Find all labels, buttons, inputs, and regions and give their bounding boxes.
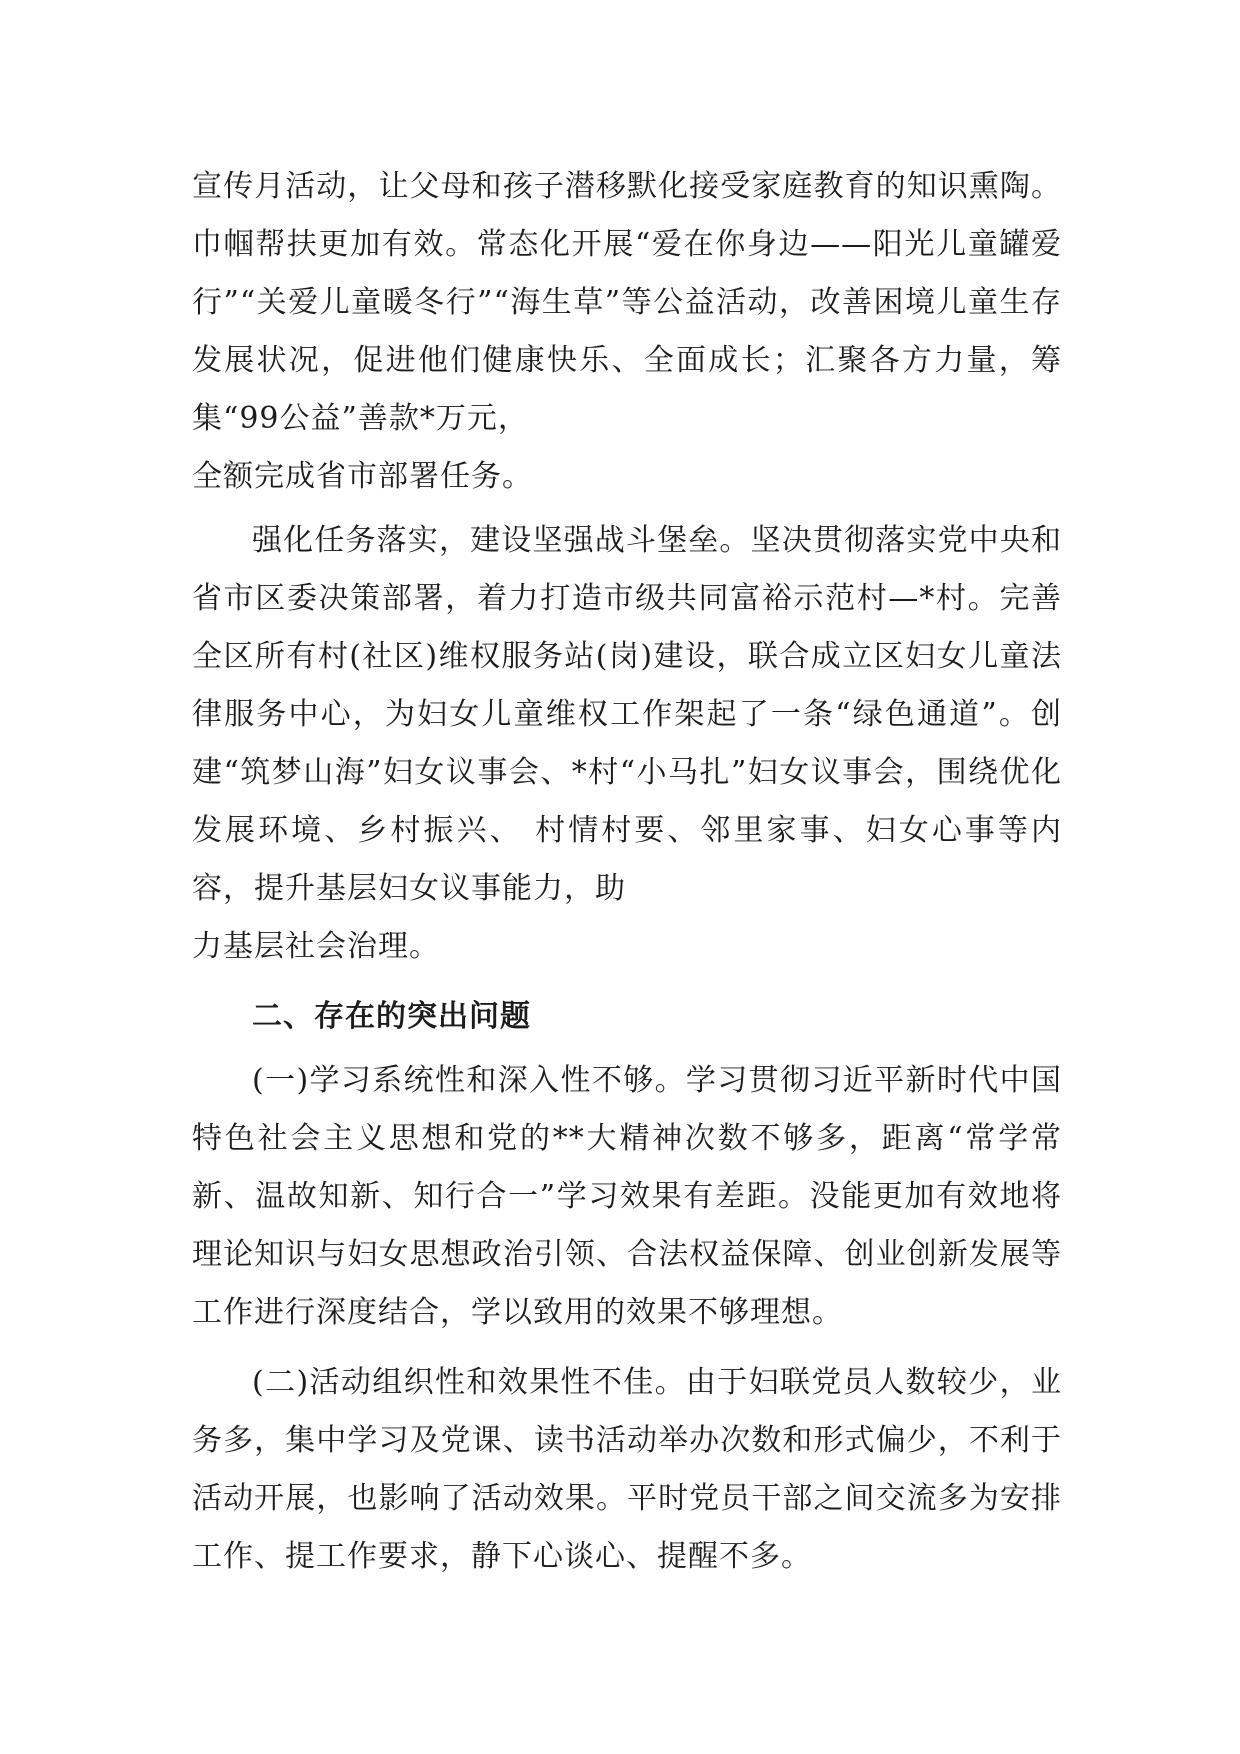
paragraph-text: 全额完成省市部署任务。 [192, 459, 533, 494]
paragraph-text: 强化任务落实，建设坚强战斗堡垒。坚决贯彻落实党中央和省市区委决策部署，着力打造市级共同富裕示范村—*村。完善全区所有村(社区)维权服务站(岗)建设，联合成立区妇女儿童法律服务中心，为妇女儿童维权工作架起了一条“绿色通道”。创建“筑梦山海”妇女议事会、*村“小马扎”妇女议事会，围绕优化发展环境、乡村振兴、 村情村要、邻里家事、妇女心事等内容，提升基层妇女议事能力，助 [192, 523, 1062, 906]
paragraph-text: (一)学习系统性和深入性不够。学习贯彻习近平新时代中国特色社会主义思想和党的**大精神次数不够多，距离“常学常新、温故知新、知行合一”学习效果有差距。没能更加有效地将理论知识与妇女思想政治引领、合法权益保障、创业创新发展等工作进行深度结合，学以致用的效果不够理想。 [192, 1063, 1062, 1330]
document-body [192, 158, 1062, 1586]
paragraph-women-support [192, 158, 1062, 448]
paragraph-continuation [192, 918, 1062, 976]
issue-paragraph-2 [192, 1354, 1062, 1586]
section-heading: 二、存在的突出问题 [252, 999, 531, 1034]
paragraph-text: 力基层社会治理。 [192, 929, 440, 964]
paragraph-task-implementation [192, 512, 1062, 918]
issue-paragraph-1 [192, 1052, 1062, 1342]
paragraph-text: 宣传月活动，让父母和孩子潜移默化接受家庭教育的知识熏陶。巾帼帮扶更加有效。常态化开展“爱在你身边——阳光儿童罐爱行”“关爱儿童暖冬行”“海生草”等公益活动，改善困境儿童生存发展状况，促进他们健康快乐、全面成长；汇聚各方力量，筹集“99公益”善款*万元， [192, 169, 1062, 436]
paragraph-text: (二)活动组织性和效果性不佳。由于妇联党员人数较少，业务多，集中学习及党课、读书活动举办次数和形式偏少，不利于活动开展，也影响了活动效果。平时党员干部之间交流多为安排工作、提工作要求，静下心谈心、提醒不多。 [192, 1365, 1062, 1574]
paragraph-continuation [192, 448, 1062, 506]
